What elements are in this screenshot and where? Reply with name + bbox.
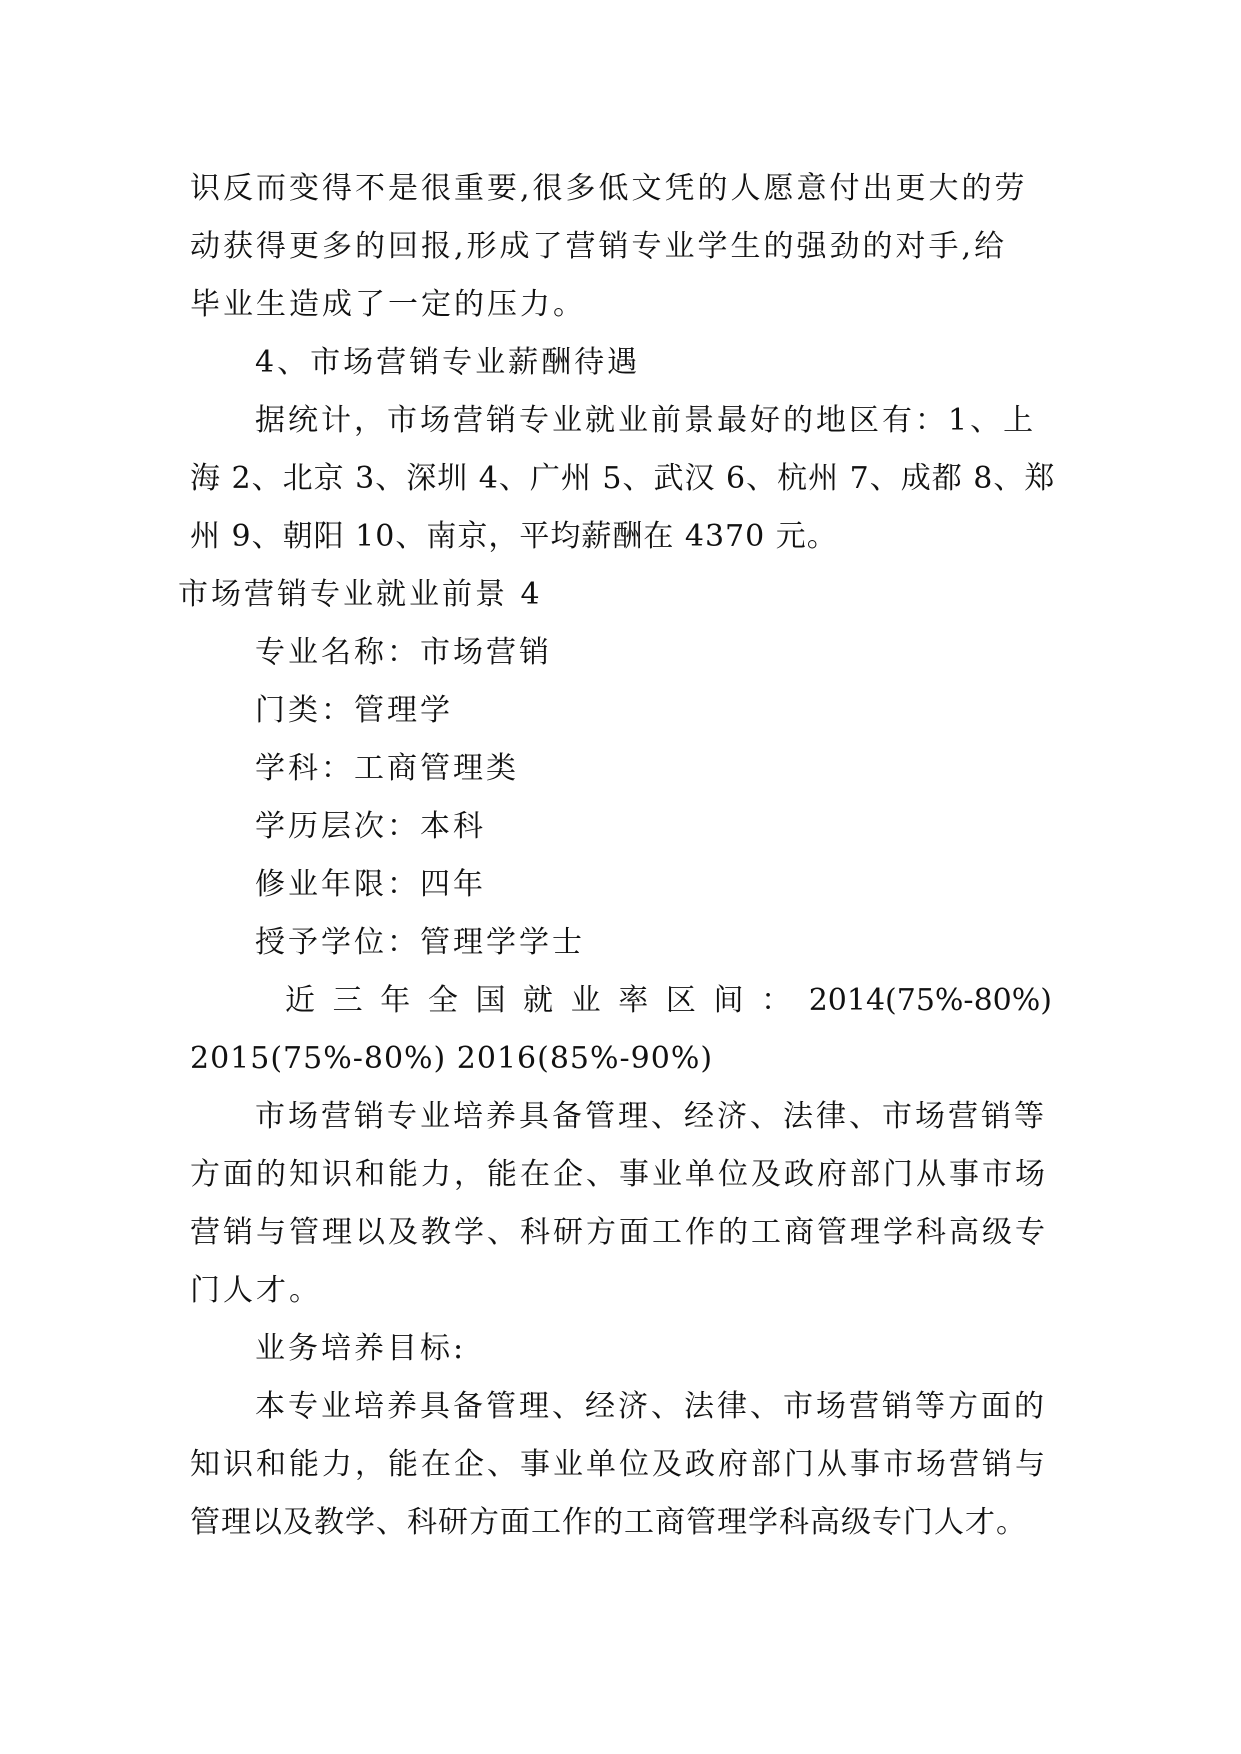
- section-title: 市场营销专业就业前景 4: [178, 577, 543, 612]
- info-discipline: 学科：工商管理类: [255, 751, 519, 786]
- paragraph-line: 本专业培养具备管理、经济、法律、市场营销等方面的: [255, 1389, 1047, 1424]
- paragraph-line: 方面的知识和能力，能在企、事业单位及政府部门从事市场: [190, 1157, 1048, 1192]
- employment-rate-char: 全: [427, 983, 458, 1018]
- paragraph-line: 动获得更多的回报,形成了营销专业学生的强劲的对手,给: [190, 229, 1008, 264]
- info-major-name: 专业名称：市场营销: [255, 635, 552, 670]
- paragraph-line: 门人才。: [190, 1273, 322, 1308]
- employment-rate-line: [190, 972, 1052, 1030]
- employment-rate-char: 就: [523, 983, 554, 1018]
- employment-rate-char: 三: [332, 983, 363, 1018]
- paragraph-line: 毕业生造成了一定的压力。: [190, 287, 586, 322]
- info-study-years: 修业年限：四年: [255, 867, 486, 902]
- document-body: [178, 160, 1056, 1552]
- paragraph-line: 管理以及教学、科研方面工作的工商管理学科高级专门人才。: [190, 1505, 1027, 1540]
- employment-rate-char: 间: [713, 983, 744, 1018]
- paragraph-line: 州 9、朝阳 10、南京，平均薪酬在 4370 元。: [190, 519, 838, 554]
- employment-rate-char: 近: [285, 983, 315, 1018]
- employment-rate-2014: 2014(75%-80%): [808, 983, 1052, 1018]
- employment-rate-char: 业: [570, 983, 601, 1018]
- employment-rate-continuation: 2015(75%-80%) 2016(85%-90%): [190, 1041, 714, 1076]
- info-category: 门类：管理学: [255, 693, 453, 728]
- paragraph-line: 识反而变得不是很重要,很多低文凭的人愿意付出更大的劳: [190, 171, 1028, 206]
- subheading-training-goal: 业务培养目标:: [255, 1331, 467, 1366]
- employment-rate-char: 率: [618, 983, 649, 1018]
- info-degree-awarded: 授予学位：管理学学士: [255, 925, 585, 960]
- employment-rate-char: 区: [665, 983, 696, 1018]
- paragraph-line: 据统计，市场营销专业就业前景最好的地区有：1、上: [255, 403, 1037, 438]
- employment-rate-char: 国: [475, 983, 506, 1018]
- employment-rate-char: 年: [380, 983, 411, 1018]
- employment-rate-char: ：: [761, 983, 792, 1018]
- paragraph-line: 市场营销专业培养具备管理、经济、法律、市场营销等: [255, 1099, 1047, 1134]
- paragraph-line: 海 2、北京 3、深圳 4、广州 5、武汉 6、杭州 7、成都 8、郑: [190, 461, 1056, 496]
- info-degree-level: 学历层次：本科: [255, 809, 486, 844]
- paragraph-line: 知识和能力，能在企、事业单位及政府部门从事市场营销与: [190, 1447, 1048, 1482]
- section-heading: 4、市场营销专业薪酬待遇: [255, 345, 641, 380]
- paragraph-line: 营销与管理以及教学、科研方面工作的工商管理学科高级专: [190, 1215, 1048, 1250]
